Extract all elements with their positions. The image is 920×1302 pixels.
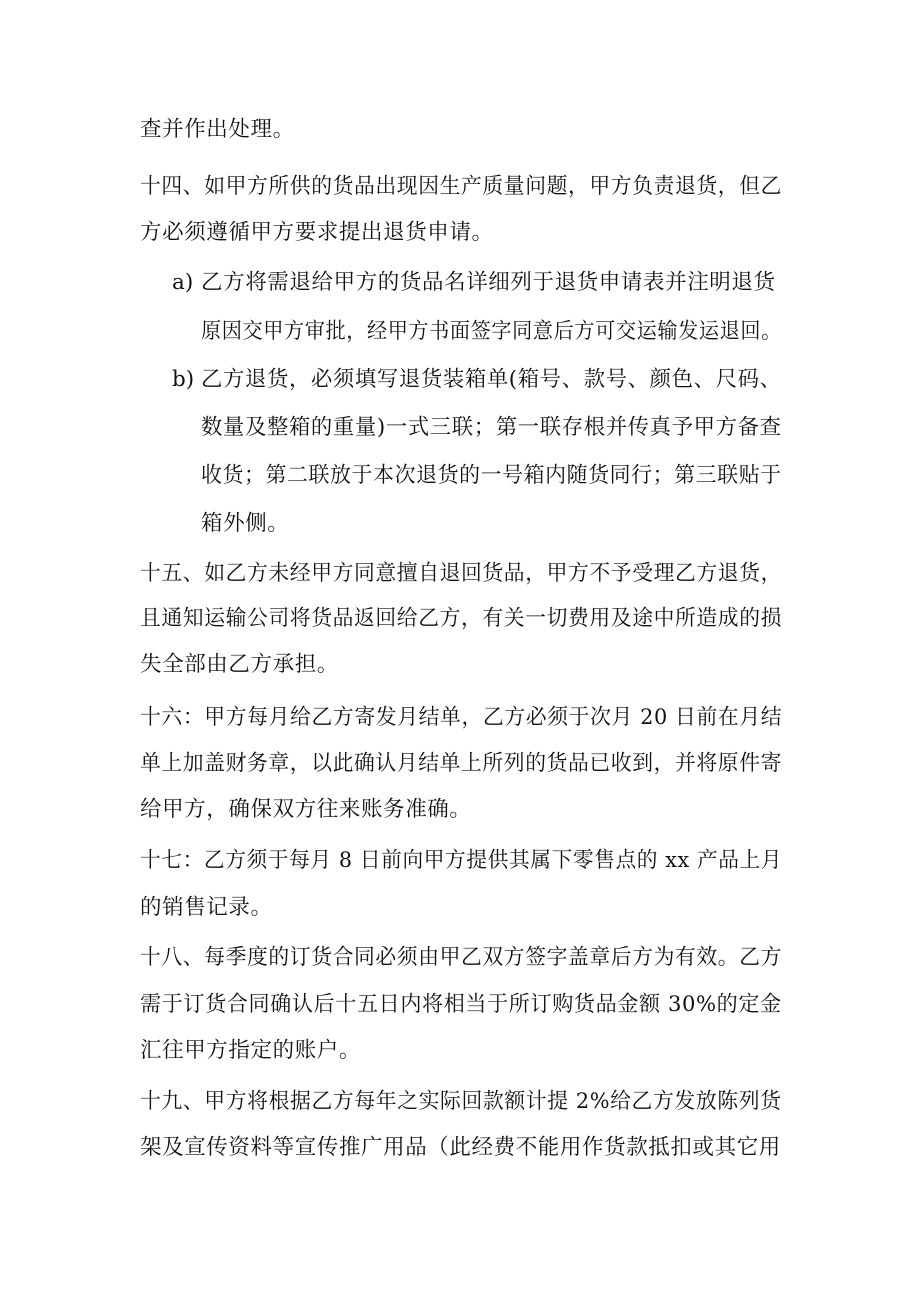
clause-18-line-2: 需于订货合同确认后十五日内将相当于所订购货品金额 30%的定金	[140, 992, 782, 1017]
clause-14-line-1: 十四、如甲方所供的货品出现因生产质量问题，甲方负责退货，但乙	[140, 174, 783, 199]
clause-15-line-1: 十五、如乙方未经甲方同意擅自退回货品，甲方不予受理乙方退货，	[140, 561, 783, 586]
clause-15-line-2: 且通知运输公司将货品返回给乙方，有关一切费用及途中所造成的损	[140, 606, 783, 631]
clause-19-line-2: 架及宣传资料等宣传推广用品（此经费不能用作货款抵扣或其它用	[140, 1135, 781, 1160]
item-a-line-2: 原因交甲方审批，经甲方书面签字同意后方可交运输发运退回。	[201, 319, 782, 344]
item-b-line-2: 数量及整箱的重量)一式三联；第一联存根并传真予甲方备查	[201, 415, 782, 440]
text-line: 查并作出处理。	[140, 117, 295, 142]
item-b-line-1: 乙方退货，必须填写退货装箱单(箱号、款号、颜色、尺码、	[201, 367, 782, 392]
clause-15-line-3: 失全部由乙方承担。	[140, 652, 339, 677]
clause-16-line-2: 单上加盖财务章，以此确认月结单上所列的货品已收到，并将原件寄	[140, 751, 783, 776]
clause-18-line-1: 十八、每季度的订货合同必须由甲乙双方签字盖章后方为有效。乙方	[140, 945, 783, 970]
clause-17-line-1: 十七：乙方须于每月 8 日前向甲方提供其属下零售点的 xx 产品上月	[140, 848, 783, 873]
item-a-line-1: 乙方将需退给甲方的货品名详细列于退货申请表并注明退货	[201, 270, 776, 295]
clause-18-line-3: 汇往甲方指定的账户。	[140, 1038, 362, 1063]
clause-14-line-2: 方必须遵循甲方要求提出退货申请。	[140, 220, 494, 245]
clause-16-line-3: 给甲方，确保双方往来账务准确。	[140, 797, 472, 822]
clause-16-line-1: 十六：甲方每月给乙方寄发月结单，乙方必须于次月 20 日前在月结	[140, 705, 783, 730]
list-marker-a: a)	[172, 270, 194, 295]
clause-19-line-1: 十九、甲方将根据乙方每年之实际回款额计提 2%给乙方发放陈列货	[140, 1089, 782, 1114]
list-marker-b: b)	[172, 367, 195, 392]
clause-17-line-2: 的销售记录。	[140, 895, 273, 920]
item-b-line-3: 收货；第二联放于本次退货的一号箱内随货同行；第三联贴于	[201, 463, 782, 488]
item-b-line-4: 箱外侧。	[201, 511, 290, 536]
